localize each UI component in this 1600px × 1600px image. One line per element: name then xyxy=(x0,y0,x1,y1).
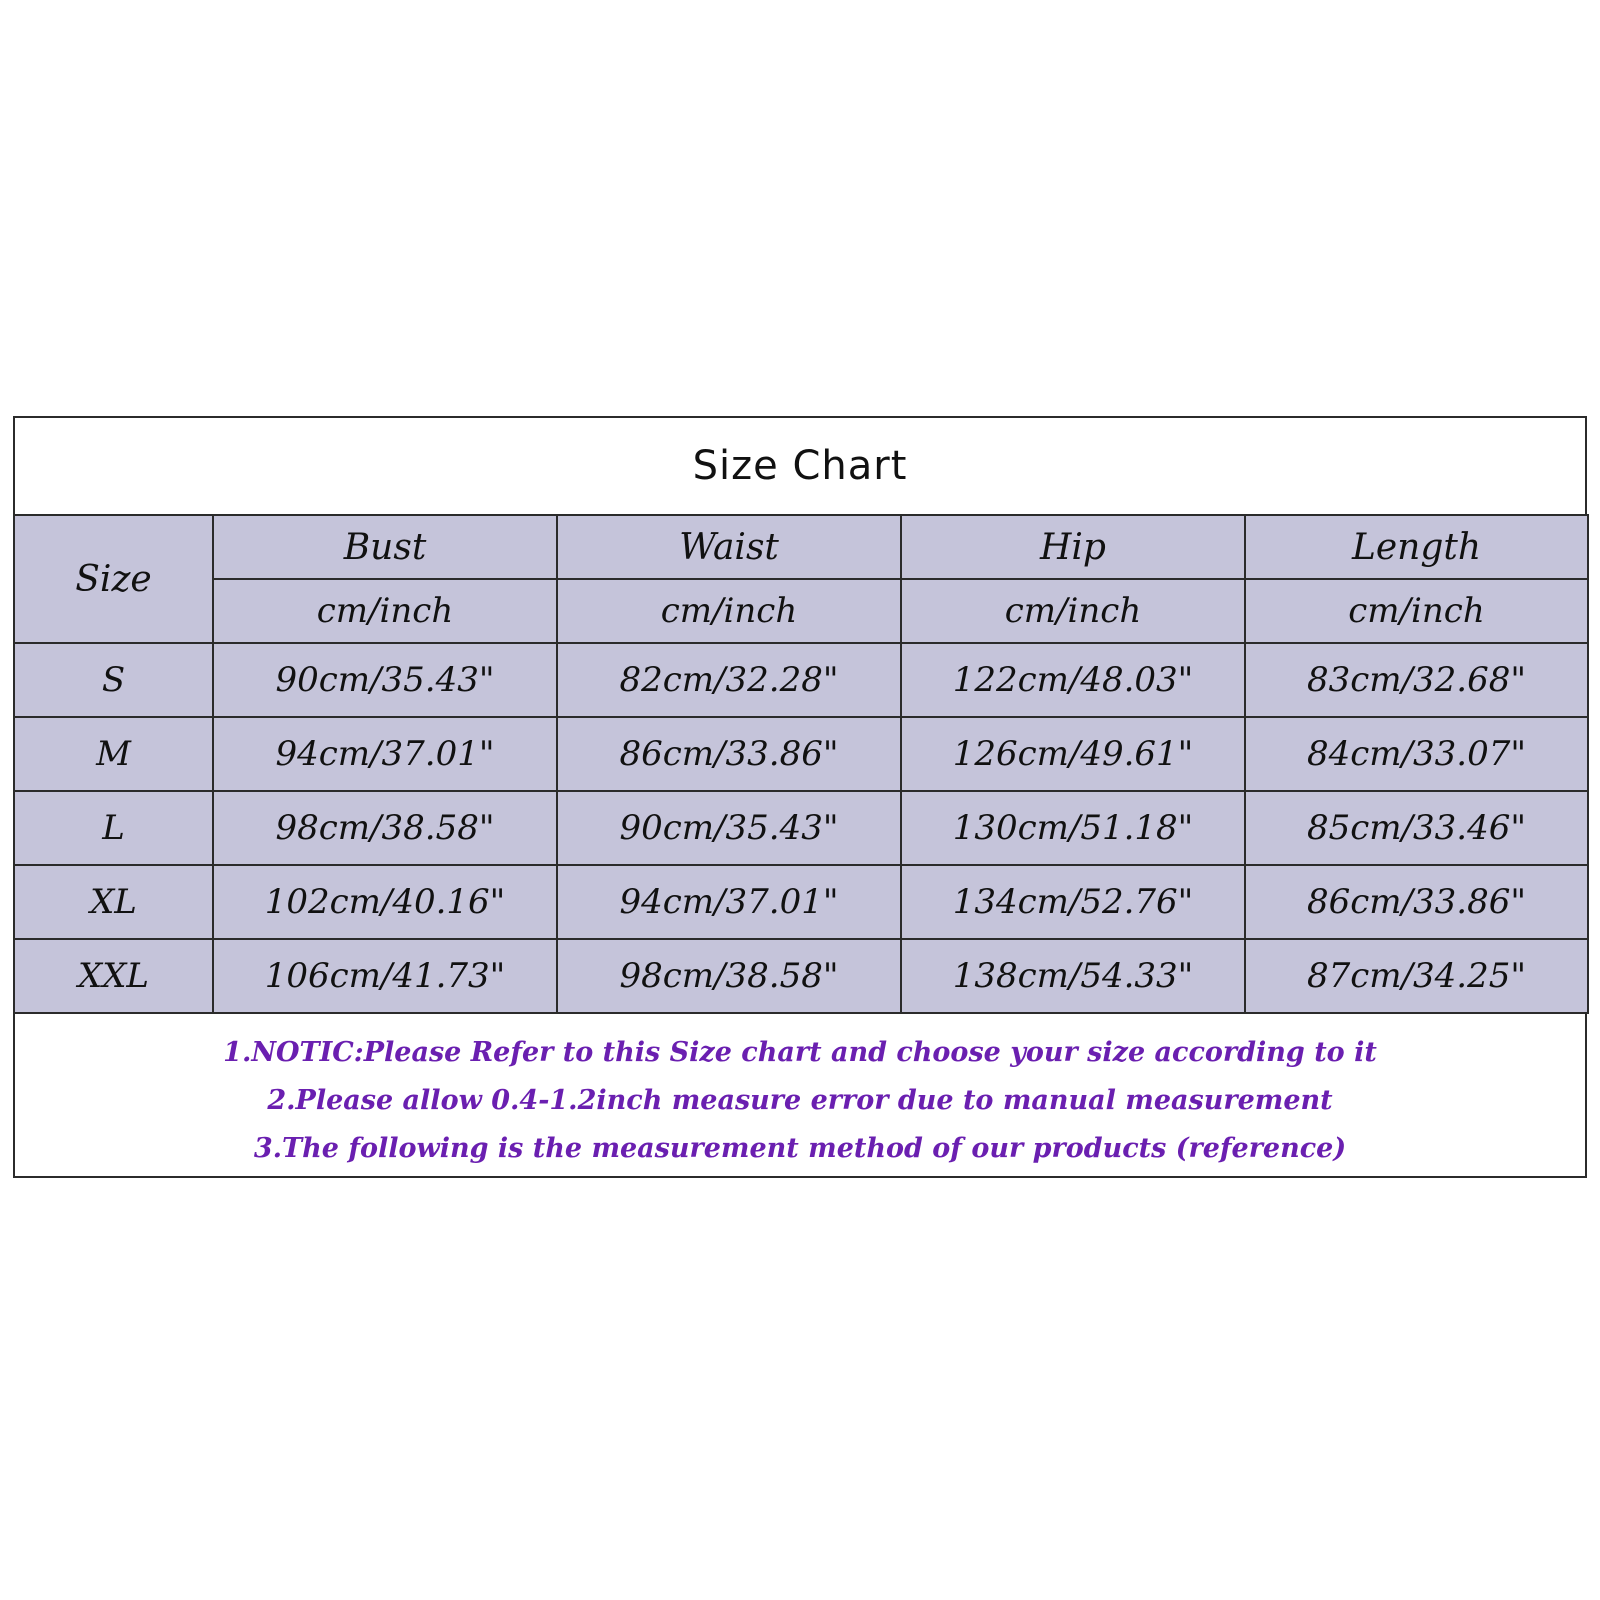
waist-cell: 94cm/37.01" xyxy=(557,865,901,939)
waist-cell: 82cm/32.28" xyxy=(557,643,901,717)
unit-label-bust: cm/inch xyxy=(213,579,557,643)
bust-cell: 106cm/41.73" xyxy=(213,939,557,1013)
hip-cell: 122cm/48.03" xyxy=(901,643,1245,717)
length-cell: 86cm/33.86" xyxy=(1245,865,1588,939)
hip-cell: 138cm/54.33" xyxy=(901,939,1245,1013)
bust-cell: 90cm/35.43" xyxy=(213,643,557,717)
chart-title: Size Chart xyxy=(692,443,908,489)
length-cell: 87cm/34.25" xyxy=(1245,939,1588,1013)
table-row xyxy=(14,717,1588,791)
table-row xyxy=(14,865,1588,939)
size-cell: XL xyxy=(14,865,213,939)
waist-cell: 90cm/35.43" xyxy=(557,791,901,865)
note-line: 3.The following is the measurement method of our products (reference) xyxy=(253,1133,1347,1164)
unit-label-hip: cm/inch xyxy=(901,579,1245,643)
hip-cell: 126cm/49.61" xyxy=(901,717,1245,791)
note-line: 2.Please allow 0.4-1.2inch measure error due to manual measurement xyxy=(267,1085,1333,1116)
unit-row xyxy=(14,579,1588,643)
column-header-hip: Hip xyxy=(901,515,1245,579)
hip-cell: 130cm/51.18" xyxy=(901,791,1245,865)
length-cell: 84cm/33.07" xyxy=(1245,717,1588,791)
size-table xyxy=(13,514,1589,1014)
size-cell: S xyxy=(14,643,213,717)
column-header-length: Length xyxy=(1245,515,1588,579)
size-cell: L xyxy=(14,791,213,865)
header-row xyxy=(14,515,1588,579)
size-column-header: Size xyxy=(14,515,213,643)
note-line: 1.NOTIC:Please Refer to this Size chart and choose your size according to it xyxy=(223,1037,1377,1068)
length-cell: 85cm/33.46" xyxy=(1245,791,1588,865)
size-cell: M xyxy=(14,717,213,791)
length-cell: 83cm/32.68" xyxy=(1245,643,1588,717)
waist-cell: 86cm/33.86" xyxy=(557,717,901,791)
hip-cell: 134cm/52.76" xyxy=(901,865,1245,939)
unit-label-length: cm/inch xyxy=(1245,579,1588,643)
waist-cell: 98cm/38.58" xyxy=(557,939,901,1013)
table-row xyxy=(14,939,1588,1013)
size-cell: XXL xyxy=(14,939,213,1013)
table-row xyxy=(14,643,1588,717)
column-header-waist: Waist xyxy=(557,515,901,579)
size-chart xyxy=(13,416,1587,1178)
notes-section xyxy=(15,1026,1585,1176)
unit-label-waist: cm/inch xyxy=(557,579,901,643)
bust-cell: 98cm/38.58" xyxy=(213,791,557,865)
column-header-bust: Bust xyxy=(213,515,557,579)
table-row xyxy=(14,791,1588,865)
bust-cell: 102cm/40.16" xyxy=(213,865,557,939)
bust-cell: 94cm/37.01" xyxy=(213,717,557,791)
